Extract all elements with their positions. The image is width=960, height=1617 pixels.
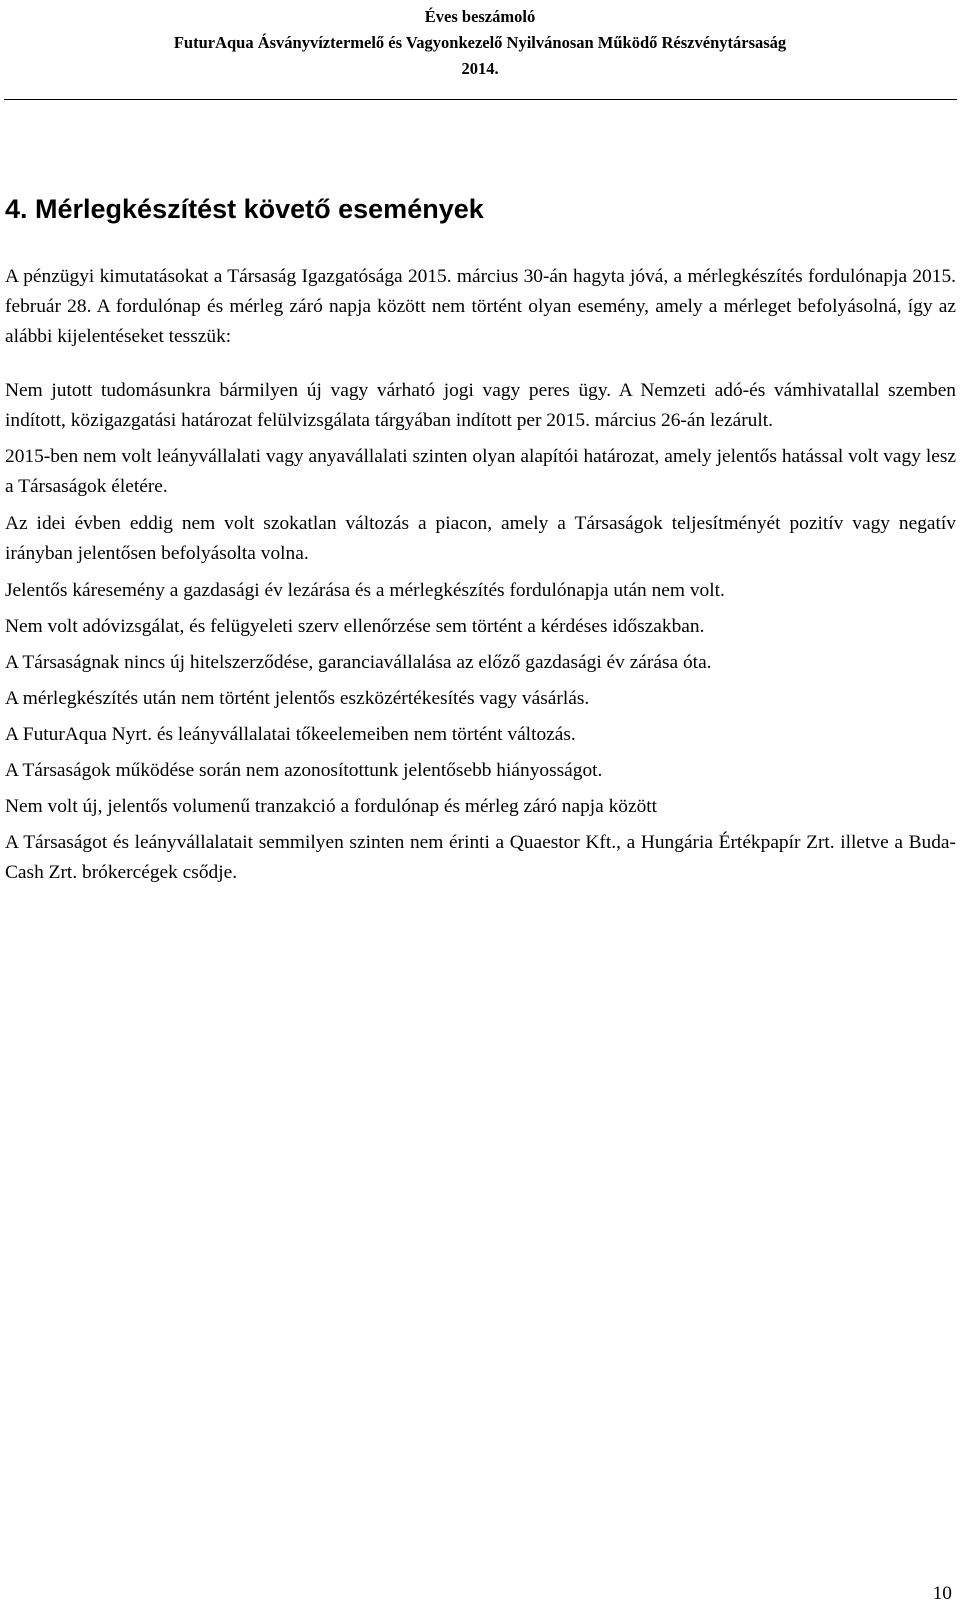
section-body <box>5 262 956 894</box>
report-year: 2014. <box>461 59 499 78</box>
paragraph-legal-cases: Nem jutott tudomásunkra bármilyen új vagy várható jogi vagy peres ügy. A Nemzeti adó-és vámhivatallal szemben indított, közigazgatási határozat felülvizsgálata tárgyában indított per 2015. március 26-án lezárult. <box>5 380 956 431</box>
header-divider <box>4 99 957 100</box>
paragraph-tax-audit: Nem volt adóvizsgálat, és felügyeleti szerv ellenőrzése sem történt a kérdéses időszakban. <box>5 616 705 637</box>
paragraph-market-changes: Az idei évben eddig nem volt szokatlan változás a piacon, amely a Társaságok teljesítményét pozitív vagy negatív irányban jelentősen befolyásolta volna. <box>5 513 956 564</box>
paragraph-asset-sales: A mérlegkészítés után nem történt jelentős eszközértékesítés vagy vásárlás. <box>5 688 590 709</box>
section-title: 4. Mérlegkészítést követő események <box>5 194 484 224</box>
paragraph-resolutions: 2015-ben nem volt leányvállalati vagy anyavállalati szinten olyan alapítói határozat, amely jelentős hatással volt vagy lesz a Társaságok életére. <box>5 446 956 497</box>
paragraph-loan-contracts: A Társaságnak nincs új hitelszerződése, garanciavállalása az előző gazdasági év zárása óta. <box>5 652 712 673</box>
paragraph-broker-bankruptcy: A Társaságot és leányvállalatait semmilyen szinten nem érinti a Quaestor Kft., a Hungária Értékpapír Zrt. illetve a Buda-Cash Zrt. brókercégek csődje. <box>5 832 956 883</box>
paragraph-intro: A pénzügyi kimutatásokat a Társaság Igazgatósága 2015. március 30-án hagyta jóvá, a mérlegkészítés fordulónapja 2015. február 28. A fordulónap és mérleg záró napja között nem történt olyan esemény, amely a mérleget befolyásolná, így az alábbi kijelentéseket tesszük: <box>5 266 956 347</box>
page-number: 10 <box>932 1583 952 1604</box>
paragraph-equity: A FuturAqua Nyrt. és leányvállalatai tőkeelemeiben nem történt változás. <box>5 724 576 745</box>
page-header <box>0 4 960 82</box>
paragraph-deficiencies: A Társaságok működése során nem azonosítottunk jelentősebb hiányosságot. <box>5 760 603 781</box>
report-title: Éves beszámoló <box>424 7 536 26</box>
paragraph-damage-events: Jelentős káresemény a gazdasági év lezárása és a mérlegkészítés fordulónapja után nem volt. <box>5 580 725 601</box>
paragraph-transactions: Nem volt új, jelentős volumenű tranzakció a fordulónap és mérleg záró napja között <box>5 796 658 817</box>
company-name: FuturAqua Ásványvíztermelő és Vagyonkezelő Nyilvánosan Működő Részvénytársaság <box>173 33 787 52</box>
